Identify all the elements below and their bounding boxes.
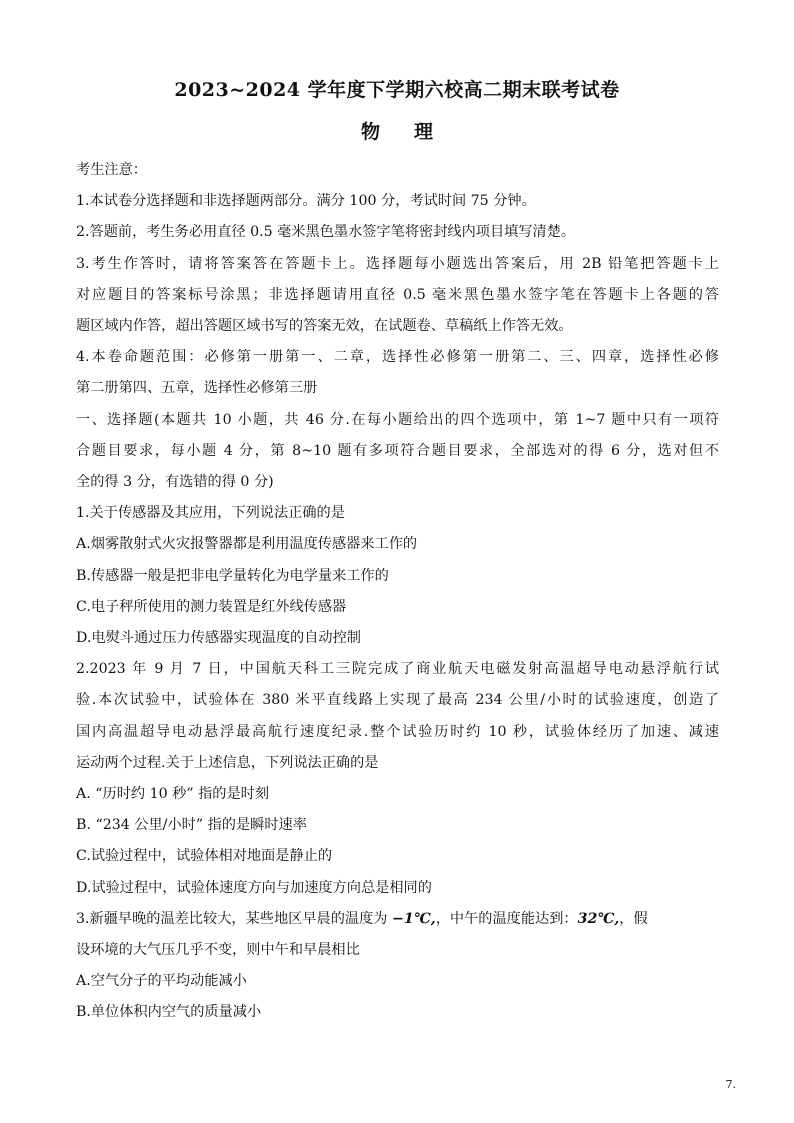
question-2-line-1: 2.2023 年 9 月 7 日，中国航天科工三院完成了商业航天电磁发射高温超导电动悬浮航行试: [76, 661, 719, 678]
question-3-text-b: ，中午的温度能达到：: [435, 910, 578, 927]
question-2-line-2: 验.本次试验中，试验体在 380 米平直线路上实现了最高 234 公里/小时的试验速度，创造了: [76, 692, 719, 709]
question-3-line-1: [76, 904, 719, 935]
question-2-option-d: D.试验过程中，试验体速度方向与加速度方向总是相同的: [76, 879, 432, 896]
section-1-line-3: 全的得 3 分，有选错的得 0 分): [76, 474, 274, 491]
exam-title: 2023~2024 学年度下学期六校高二期末联考试卷: [174, 79, 620, 101]
notice-item-3-line-1: 3.考生作答时，请将答案答在答题卡上。选择题每小题选出答案后，用 2B 铅笔把答题卡上: [76, 255, 719, 272]
question-1-option-b: B.传感器一般是把非电学量转化为电学量来工作的: [76, 567, 389, 584]
notice-item-4-line-2: 第二册第四、五章，选择性必修第三册: [76, 380, 318, 397]
question-3-line-2: 设环境的大气压几乎不变，则中午和早晨相比: [76, 942, 360, 959]
page-number: 7.: [725, 1078, 736, 1091]
question-3-text-c: ，假: [619, 910, 648, 927]
question-2-line-4: 运动两个过程.关于上述信息，下列说法正确的是: [76, 754, 379, 771]
question-3-option-b: B.单位体积内空气的质量减小: [76, 1004, 262, 1021]
notice-heading: 考生注意：: [76, 162, 147, 178]
notice-item-3-line-2: 对应题目的答案标号涂黑；非选择题请用直径 0.5 毫米黑色墨水签字笔在答题卡上各题的答: [76, 286, 719, 303]
question-2-option-c: C.试验过程中，试验体相对地面是静止的: [76, 848, 333, 865]
question-2-option-b: B. “234 公里/小时” 指的是瞬时速率: [76, 817, 307, 834]
subject-char-1: 物: [360, 121, 380, 143]
question-1-option-a: A.烟雾散射式火灾报警器都是利用温度传感器来工作的: [76, 536, 418, 553]
temperature-morning: −1℃,: [392, 910, 436, 927]
notice-item-2: 2.答题前，考生务必用直径 0.5 毫米黑色墨水签字笔将密封线内项目填写清楚。: [76, 224, 576, 241]
notice-item-4-line-1: 4.本卷命题范围：必修第一册第一、二章，选择性必修第一册第二、三、四章，选择性必修: [76, 349, 719, 366]
subject-char-2: 理: [414, 121, 434, 143]
question-1-option-d: D.电熨斗通过压力传感器实现温度的自动控制: [76, 630, 361, 647]
notice-item-3-line-3: 题区域内作答，超出答题区域书写的答案无效，在试题卷、草稿纸上作答无效。: [76, 318, 573, 335]
notice-item-1: 1.本试卷分选择题和非选择题两部分。满分 100 分，考试时间 75 分钟。: [76, 193, 536, 210]
exam-body: [76, 155, 719, 1029]
question-2-line-3: 国内高温超导电动悬浮最高航行速度纪录.整个试验历时约 10 秒，试验体经历了加速、减速: [76, 723, 719, 740]
temperature-noon: 32℃,: [577, 910, 620, 927]
section-1-line-1: 一、选择题(本题共 10 小题，共 46 分.在每小题给出的四个选项中，第 1~7 题中只有一项符: [76, 411, 719, 428]
question-2-option-a: A. “历时约 10 秒” 指的是时刻: [76, 786, 270, 803]
question-1-stem: 1.关于传感器及其应用，下列说法正确的是: [76, 505, 345, 522]
subject-title: [0, 120, 794, 144]
question-3-option-a: A.空气分子的平均动能减小: [76, 973, 247, 990]
question-1-option-c: C.电子秤所使用的测力装置是红外线传感器: [76, 598, 347, 615]
question-3-text-a: 3.新疆早晚的温差比较大，某些地区早晨的温度为: [76, 910, 392, 927]
section-1-line-2: 合题目要求，每小题 4 分，第 8~10 题有多项符合题目要求，全部选对的得 6 分，选对但不: [76, 442, 719, 459]
